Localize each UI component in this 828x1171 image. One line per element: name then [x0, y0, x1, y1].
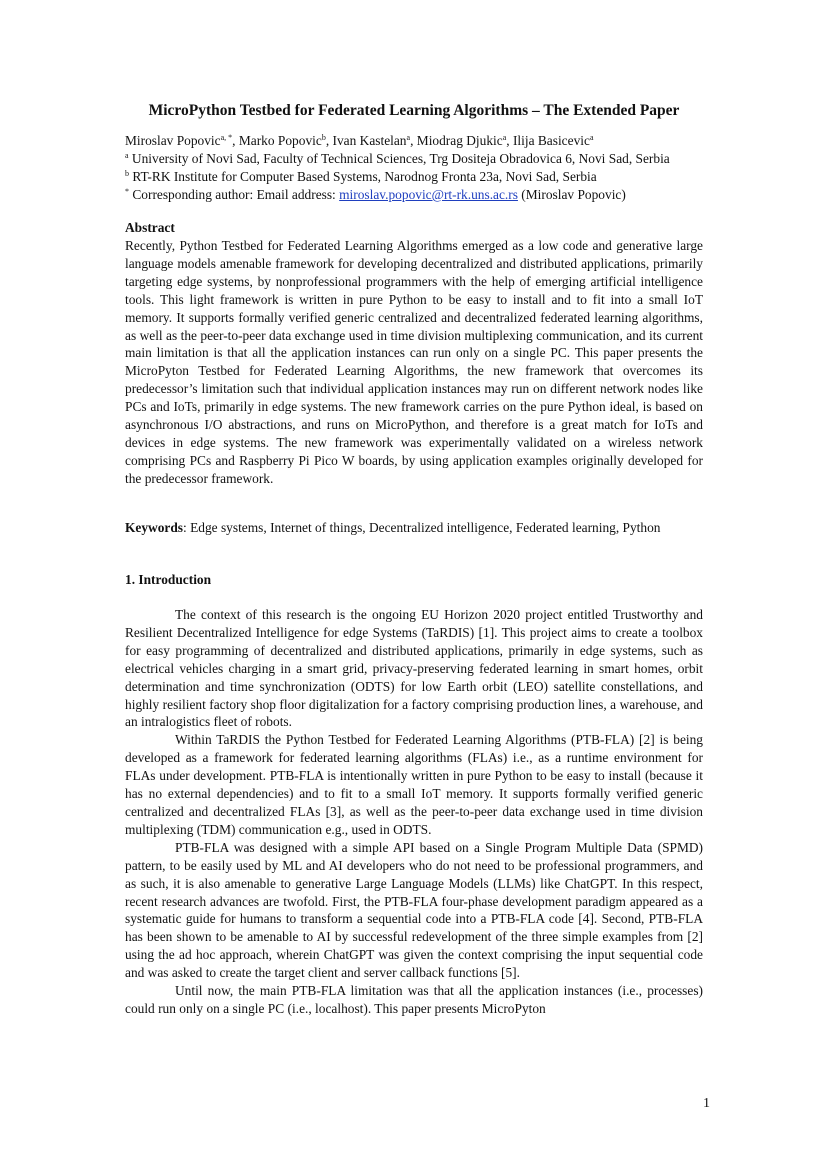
- intro-paragraph: Until now, the main PTB-FLA limitation was that all the application instances (i.e., processes) could run only on a single PC (i.e., localhost). This paper presents MicroPyton: [125, 983, 703, 1016]
- abstract-text: Recently, Python Testbed for Federated Learning Algorithms emerged as a low code and generative large language models amenable framework for developing decentralized and distributed applications, primarily targeting edge systems, by nonprofessional programmers with the help of emerging artificial intelligence tools. This light framework is written in pure Python to be easy to install and to fit into a small IoT memory. It supports formally verified generic centralized and decentralized federated learning algorithms, as well as the peer-to-peer data exchange used in time division multiplexing communication, and its current main limitation is that all the application instances can run only on a single PC. This paper presents the MicroPyton Testbed for Federated Learning Algorithms, the new framework that overcomes its predecessor’s limitation such that individual application instances may run on different network nodes like PCs and IoTs, primarily in edge systems. The new framework carries on the pure Python ideal, is based on asynchronous I/O abstractions, and runs on MicroPython, and therefore is a great match for IoTs and devices in edge systems. The new framework was experimentally validated on a wireless network comprising PCs and Raspberry Pi Pico W boards, by using application examples originally developed for the predecessor framework.: [125, 238, 703, 486]
- affiliation-line: [125, 150, 745, 168]
- keywords-label: Keywords: [125, 520, 184, 535]
- corresponding-author-line: [125, 186, 745, 204]
- intro-paragraph: Within TaRDIS the Python Testbed for Federated Learning Algorithms (PTB-FLA) [2] is being developed as a framework for federated learning algorithms (FLAs) i.e., as a runtime environment for FLAs under development. PTB-FLA is intentionally written in pure Python to be easy to install (because it has no external dependencies) and to fit to a small IoT memory. It supports formally verified generic centralized and decentralized FLAs [3], as well as the peer-to-peer data exchange used in time division multiplexing (TDM) communication e.g., used in ODTS.: [125, 732, 703, 837]
- author-list: Miroslav Popovic$^{a, *}$, Marko Popovic$^b$, Ivan Kastelan$^a$, Miodrag Djukic$^a$, Ilija Basicevic$^a$: [125, 133, 594, 148]
- intro-paragraph: PTB-FLA was designed with a simple API based on a Single Program Multiple Data (SPMD) pattern, to be easily used by ML and AI developers who do not need to be professional programmers, and as such, it is also amenable to generative Large Language Models (LLMs) like ChatGPT. In this respect, recent research advances are twofold. First, the PTB-FLA four-phase development paradigm appeared as a systematic guide for humans to transform a sequential code into a PTB-FLA code [4]. Second, PTB-FLA has been shown to be amenable to AI by successful redevelopment of the three simple examples from [2] using the ad hoc approach, wherein ChatGPT was given the context comprising the input sequential code and was asked to create the target client and server callback functions [5].: [125, 839, 703, 981]
- affiliation-text: RT-RK Institute for Computer Based Systems, Narodnog Fronta 23a, Novi Sad, Serbia: [132, 169, 597, 184]
- intro-paragraph: The context of this research is the ongoing EU Horizon 2020 project entitled Trustworthy and Resilient Decentralized Intelligence for edge Systems (TaRDIS) [1]. This project aims to create a toolbox for easy programming of decentralized and distributed applications, primarily in edge systems, such as electrical vehicles charging in a smart grid, privacy-preserving federated learning in smart homes, orbit determination and time synchronization (ODTS) for low Earth orbit (LEO) satellite constellations, and highly resilient factory shop floor digitalization for a factory comprising production lines, a warehouse, and an intralogistics fleet of robots.: [125, 607, 703, 730]
- author-affiliation-mark: a: [406, 133, 411, 142]
- affiliation-line: [125, 168, 745, 186]
- author-name: Ilija Basicevic: [512, 133, 590, 148]
- author-block: [125, 132, 745, 204]
- affiliation-text: University of Novi Sad, Faculty of Technical Sciences, Trg Dositeja Obradovica 6, Novi Sad, Serbia: [131, 151, 670, 166]
- author-affiliation-mark: b: [321, 133, 326, 142]
- page-number: 1: [703, 1096, 710, 1111]
- introduction-body: [125, 606, 703, 1018]
- author-name: Miodrag Djukic: [416, 133, 503, 148]
- affiliation-mark: a: [125, 151, 129, 160]
- section-heading: 1. Introduction: [125, 572, 212, 587]
- author-affiliation-mark: a, *: [220, 133, 233, 142]
- corresponding-suffix: (Miroslav Popovic): [517, 187, 626, 202]
- author-name: Marko Popovic: [238, 133, 322, 148]
- author-affiliation-mark: a: [502, 133, 507, 142]
- keywords-line: [125, 519, 703, 537]
- author-affiliation-mark: a: [589, 133, 594, 142]
- paper-title: MicroPython Testbed for Federated Learning Algorithms – The Extended Paper: [148, 102, 680, 119]
- email-link[interactable]: miroslav.popovic@rt-rk.uns.ac.rs: [339, 187, 518, 202]
- keywords-text: : Edge systems, Internet of things, Decentralized intelligence, Federated learning, Python: [183, 520, 661, 535]
- author-name: Ivan Kastelan: [332, 133, 407, 148]
- corresponding-mark: *: [125, 187, 129, 196]
- affiliation-mark: b: [125, 169, 129, 178]
- abstract-heading: Abstract: [125, 220, 175, 235]
- corresponding-prefix: Corresponding author: Email address:: [132, 187, 340, 202]
- author-name: Miroslav Popovic: [125, 133, 221, 148]
